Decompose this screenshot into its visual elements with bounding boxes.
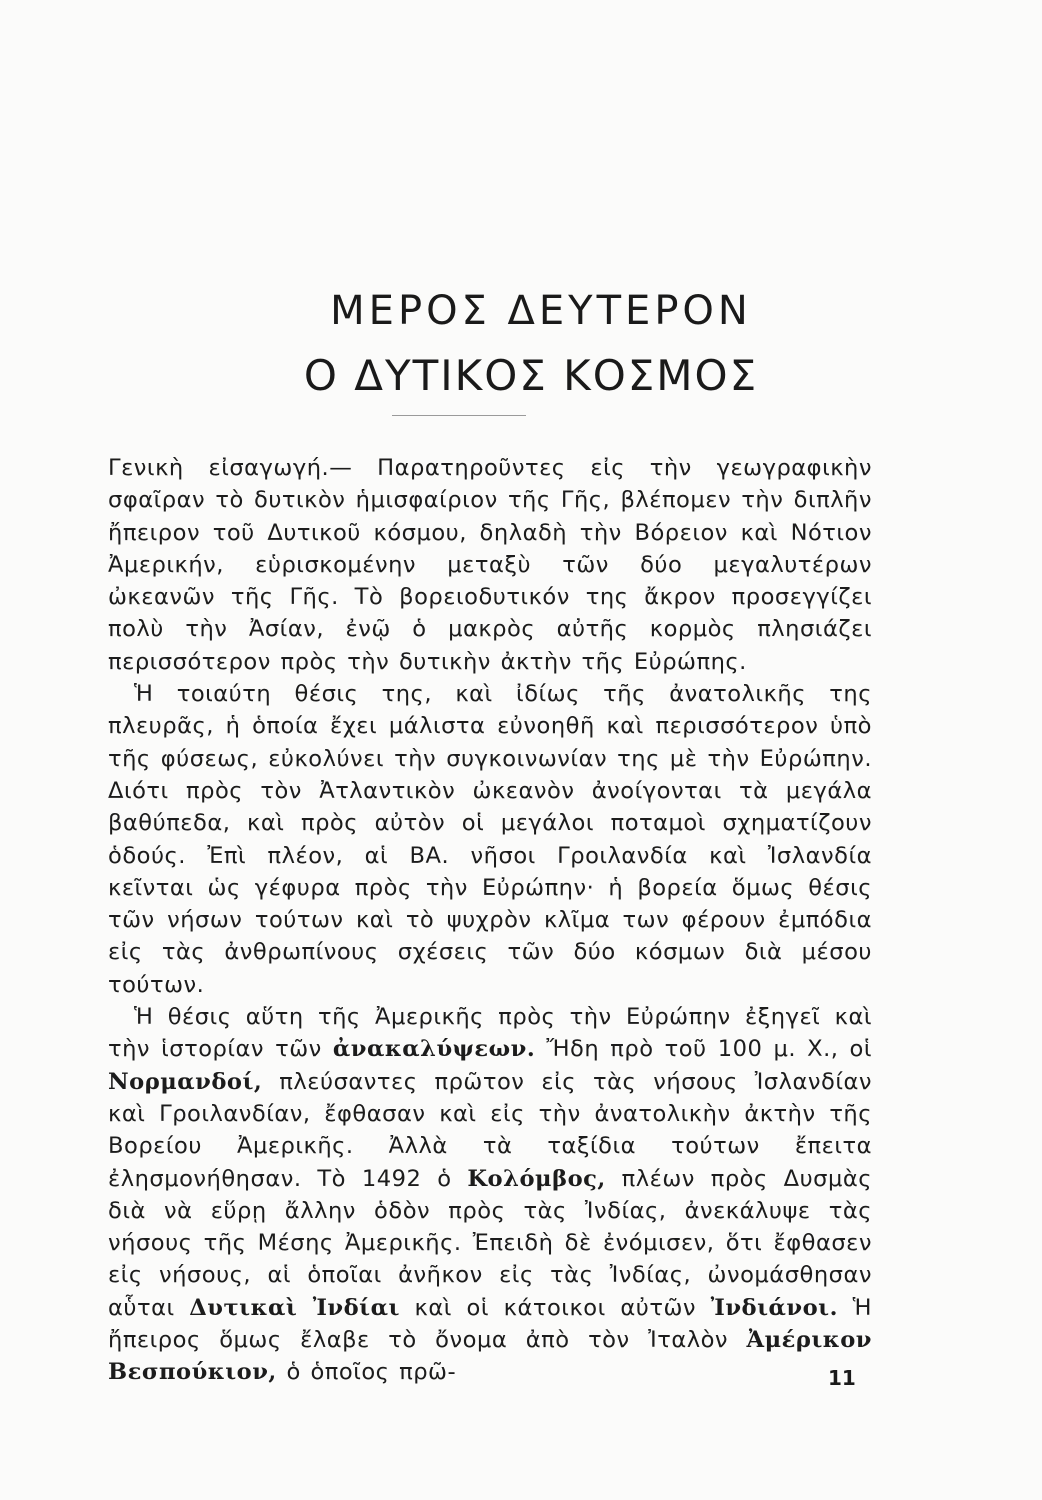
bold-term-vespucci: Ἀμέρικον Βεσπούκιον, bbox=[108, 1327, 872, 1386]
chapter-title: Ο ΔΥΤΙΚΟΣ ΚΟΣΜΟΣ bbox=[303, 351, 759, 400]
paragraph-discoveries bbox=[108, 1001, 872, 1389]
bold-term-columbus: Κολόμβος, bbox=[467, 1165, 606, 1192]
paragraph-position: Ἡ τοιαύτη θέσις της, καὶ ἰδίως τῆς ἀνατολικῆς της πλευρᾶς, ἡ ὁποία ἔχει μάλιστα εὐνοηθῆ καὶ περισσότερον ὑπὸ τῆς φύσεως, εὐκολύνει τὴν συγκοινωνίαν της μὲ τὴν Εὐρώπην. Διότι πρὸς τὸν Ἀτλαντικὸν ὠκεανὸν ἀνοίγονται τὰ μεγάλα βαθύπεδα, καὶ πρὸς αὐτὸν οἱ μεγάλοι ποταμοὶ σχηματίζουν ὁδούς. Ἐπὶ πλέον, αἱ ΒΑ. νῆσοι Γροιλανδία καὶ Ἰσλανδία κεῖνται ὡς γέφυρα πρὸς τὴν Εὐρώπην· ἡ βορεία ὅμως θέσις τῶν νήσων τούτων καὶ τὸ ψυχρὸν κλῖμα των φέρουν ἐμπόδια εἰς τὰς ἀνθρωπίνους σχέσεις τῶν δύο κόσμων διὰ μέσου τούτων. bbox=[108, 681, 872, 998]
text-run: Ἡ θέσις αὕτη τῆς Ἀμερικῆς πρὸς τὴν Εὐρώπην ἐξηγεῖ καὶ τὴν ἱστορίαν τῶν bbox=[108, 1004, 872, 1063]
text-run: Ἤδη πρὸ τοῦ 100 μ. Χ., οἱ bbox=[535, 1036, 873, 1063]
bold-term-discoveries: ἀνακαλύψεων. bbox=[332, 1036, 536, 1063]
text-run: Ἡ ἤπειρος ὅμως ἔλαβε τὸ ὄνομα ἀπὸ τὸν Ἰταλὸν bbox=[108, 1294, 872, 1354]
paragraph-intro-text: — Παρατηροῦντες εἰς τὴν γεωγραφικὴν σφαῖραν τὸ δυτικὸν ἡμισφαίριον τῆς Γῆς, βλέπομεν τὴν διπλῆν ἤπειρον τοῦ Δυτικοῦ κόσμου, δηλαδὴ τὴν Βόρειον καὶ Νότιον Ἀμερικήν, εὑρισκομένην μεταξὺ τῶν δύο μεγαλυτέρων ὠκεανῶν τῆς Γῆς. Τὸ βορειοδυτικόν της ἄκρον προσεγγίζει πολὺ τὴν Ἀσίαν, ἐνῷ ὁ μακρὸς αὐτῆς κορμὸς πλησιάζει περισσότερον πρὸς τὴν δυτικὴν ἀκτὴν τῆς Εὐρώπης. bbox=[108, 455, 872, 675]
bold-term-indians: Ἰνδιάνοι. bbox=[710, 1294, 838, 1321]
text-run: πλέων πρὸς Δυσμὰς διὰ νὰ εὕρῃ ἄλλην ὁδὸν πρὸς τὰς Ἰνδίας, ἀνεκάλυψε τὰς νήσους τῆς Μέσης Ἀμερικῆς. Ἐπειδὴ δὲ ἐνόμισεν, ὅτι ἔφθασεν εἰς νήσους, αἱ ὁποῖαι ἀνῆκον εἰς τὰς Ἰνδίας, ὠνομάσθησαν αὗται bbox=[108, 1165, 872, 1321]
bold-term-west-indies: Δυτικαὶ Ἰνδίαι bbox=[189, 1294, 400, 1321]
text-run: ὁ ὁποῖος πρῶ- bbox=[276, 1359, 457, 1386]
bold-term-normans: Νορμανδοί, bbox=[108, 1068, 263, 1095]
text-run: πλεύσαντες πρῶτον εἰς τὰς νήσους Ἰσλανδίαν καὶ Γροιλανδίαν, ἔφθασαν καὶ εἰς τὴν ἀνατολικὴν ἀκτὴν τῆς Βορείου Ἀμερικῆς. Ἀλλὰ τὰ ταξίδια τούτων ἔπειτα ἐλησμονήθησαν. Τὸ 1492 ὁ bbox=[108, 1068, 872, 1192]
paragraph-intro bbox=[108, 452, 872, 678]
page-number: 11 bbox=[828, 1366, 856, 1390]
body-text bbox=[108, 452, 872, 1389]
part-heading: ΜΕΡΟΣ ΔΕΥΤΕΡΟΝ bbox=[330, 288, 752, 334]
title-divider bbox=[392, 415, 526, 416]
text-run: καὶ οἱ κάτοικοι αὐτῶν bbox=[399, 1294, 711, 1321]
section-lead: Γενικὴ εἰσαγωγή. bbox=[108, 455, 330, 481]
